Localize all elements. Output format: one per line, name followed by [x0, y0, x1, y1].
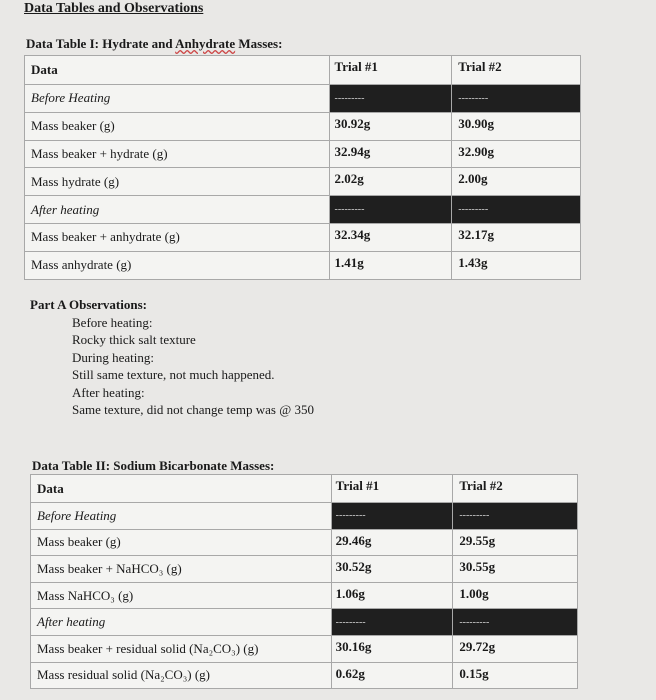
trial2-value: 32.90g: [452, 140, 581, 168]
row-label: After heating: [31, 609, 332, 636]
header-trial1: Trial #1: [331, 475, 453, 503]
trial2-value: ---------: [452, 85, 581, 113]
sodium-bicarbonate-table: [30, 474, 578, 689]
observations-title: Part A Observations:: [30, 297, 147, 312]
table-row: [25, 140, 581, 168]
trial2-value: ---------: [453, 503, 578, 530]
document-title: Data Tables and Observations: [24, 1, 204, 16]
header-trial1: Trial #1: [330, 56, 452, 85]
row-label: Mass beaker + hydrate (g): [25, 140, 330, 168]
header-trial2: Trial #2: [453, 475, 578, 503]
table1-caption: [26, 36, 282, 52]
trial2-value: 0.15g: [453, 662, 578, 689]
table-row: [31, 582, 578, 609]
trial2-value: 29.55g: [453, 529, 578, 556]
trial2-value: 30.55g: [453, 556, 578, 583]
header-trial2: Trial #2: [452, 56, 581, 85]
trial1-value: ---------: [331, 609, 453, 636]
trial1-value: ---------: [330, 85, 452, 113]
table-row: [31, 556, 578, 583]
table-row: [25, 112, 581, 140]
table-row: [25, 251, 581, 279]
trial1-value: 32.94g: [330, 140, 452, 168]
observation-line: Before heating:: [72, 314, 153, 330]
table-row: [31, 662, 578, 689]
row-label: Mass NaHCO₃ (g): [31, 582, 332, 609]
trial1-value: 30.16g: [331, 635, 453, 662]
observation-line: Still same texture, not much happened.: [72, 367, 275, 382]
row-label: Mass beaker + NaHCO₃ (g): [31, 556, 332, 583]
trial1-value: ---------: [331, 503, 453, 530]
trial1-value: ---------: [330, 196, 452, 224]
trial1-value: 1.41g: [330, 251, 452, 279]
table-row: [25, 168, 581, 196]
table1-caption-prefix: Data Table I: Hydrate and: [26, 36, 176, 51]
section-row: [31, 503, 578, 530]
observations-block: [30, 296, 314, 419]
trial2-value: 32.17g: [452, 223, 581, 251]
table1-caption-suffix: Masses:: [235, 36, 283, 51]
hydrate-data-table: [24, 55, 581, 280]
observation-line: Same texture, did not change temp was @ 350: [72, 402, 314, 417]
trial2-value: 1.43g: [452, 251, 581, 279]
section-row: [25, 196, 581, 224]
row-label: Before Heating: [31, 503, 332, 530]
row-label: After heating: [25, 196, 330, 224]
trial1-value: 2.02g: [330, 168, 452, 196]
row-label: Mass beaker (g): [25, 112, 330, 140]
trial1-value: 29.46g: [331, 529, 453, 556]
table-row: [31, 635, 578, 662]
header-data: Data: [25, 56, 330, 85]
trial2-value: 2.00g: [452, 168, 581, 196]
table2-caption: Data Table II: Sodium Bicarbonate Masses:: [32, 458, 275, 473]
trial1-value: 30.52g: [331, 556, 453, 583]
table1-caption-word: Anhydrate: [175, 36, 236, 51]
row-label: Before Heating: [25, 85, 330, 113]
row-label: Mass beaker + residual solid (Na₂CO₃) (g): [31, 635, 332, 662]
trial2-value: 30.90g: [452, 112, 581, 140]
trial2-value: 1.00g: [453, 582, 578, 609]
table-header-row: [25, 56, 581, 85]
row-label: Mass residual solid (Na₂CO₃) (g): [31, 662, 332, 689]
trial2-value: ---------: [452, 196, 581, 224]
observation-line: After heating:: [72, 384, 145, 400]
row-label: Mass beaker (g): [31, 529, 332, 556]
section-row: [25, 85, 581, 113]
row-label: Mass beaker + anhydrate (g): [25, 223, 330, 251]
header-data: Data: [31, 475, 332, 503]
trial1-value: 1.06g: [331, 582, 453, 609]
row-label: Mass anhydrate (g): [25, 251, 330, 279]
observation-line: During heating:: [72, 349, 154, 365]
table-header-row: [31, 475, 578, 503]
trial2-value: ---------: [453, 609, 578, 636]
observation-line: Rocky thick salt texture: [72, 332, 196, 347]
row-label: Mass hydrate (g): [25, 168, 330, 196]
table-row: [25, 223, 581, 251]
section-row: [31, 609, 578, 636]
trial1-value: 0.62g: [331, 662, 453, 689]
table-row: [31, 529, 578, 556]
trial1-value: 30.92g: [330, 112, 452, 140]
trial2-value: 29.72g: [453, 635, 578, 662]
trial1-value: 32.34g: [330, 223, 452, 251]
